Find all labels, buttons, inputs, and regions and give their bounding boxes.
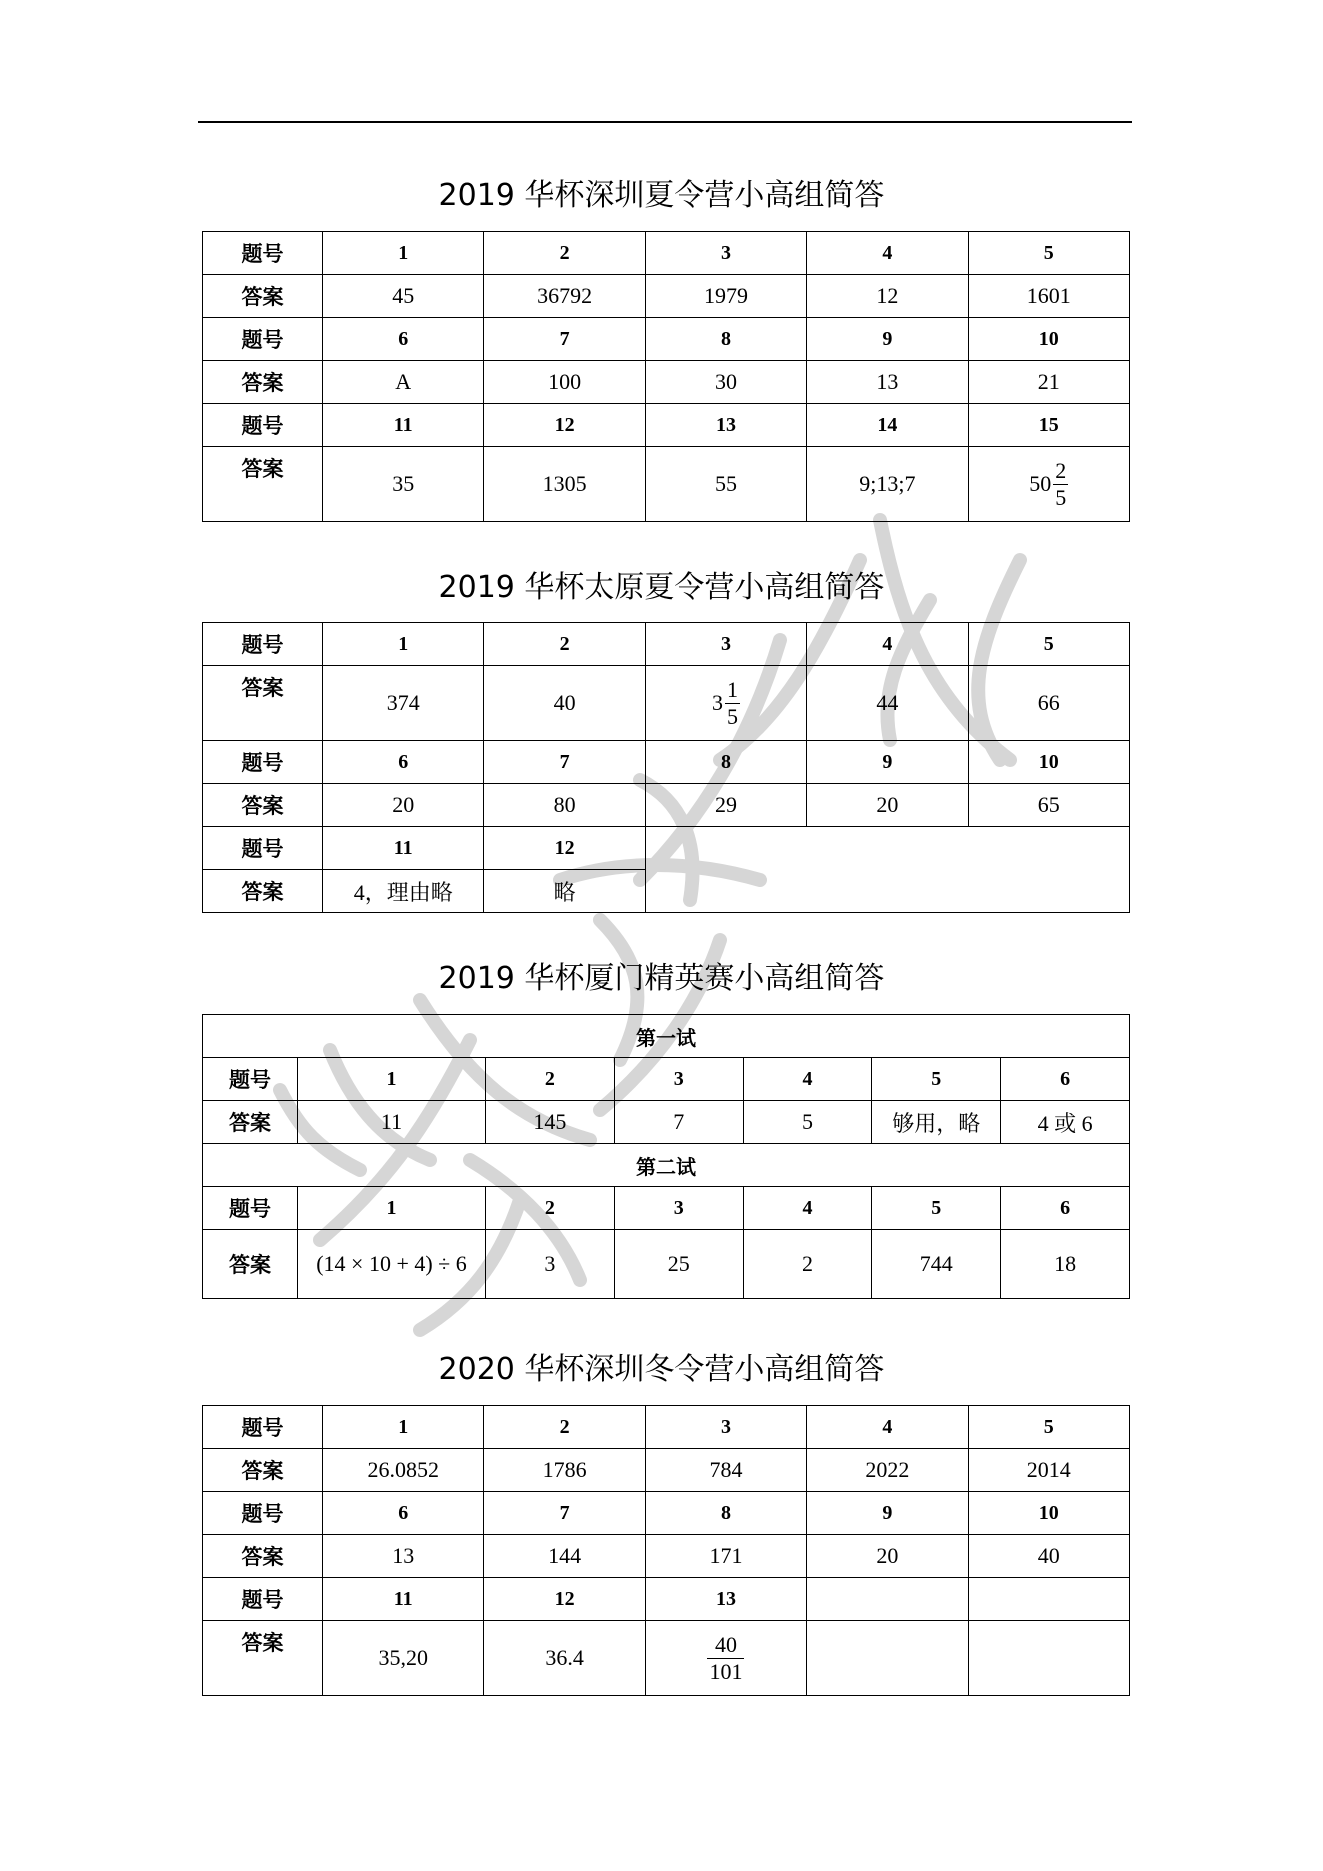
question-number: 7 [484,741,645,784]
answer-cell: 4 或 6 [1001,1101,1130,1144]
question-number: 4 [807,623,968,666]
answer-cell: 40 [968,1535,1129,1578]
question-row [203,1187,1130,1230]
fraction-denominator: 5 [1055,484,1067,510]
answer-cell: 44 [807,666,968,741]
answer-cell: 30 [645,361,806,404]
section-title: 2019 华杯厦门精英赛小高组简答 [438,961,885,996]
round-title: 第一试 [203,1015,1130,1058]
answer-row [203,275,1130,318]
row-label: 题号 [203,1492,323,1535]
question-number: 1 [323,623,484,666]
question-number: 6 [1001,1187,1130,1230]
answer-cell-fraction [645,1621,806,1696]
question-number: 12 [484,827,645,870]
row-label: 题号 [203,318,323,361]
answer-table [202,1405,1130,1696]
question-row [203,232,1130,275]
row-label: 题号 [203,1058,298,1101]
answer-cell: 略 [484,870,645,913]
answer-row [203,1101,1130,1144]
answer-cell: 3 [486,1230,615,1299]
question-number: 3 [645,623,806,666]
question-number: 12 [484,1578,645,1621]
question-number: 8 [645,741,806,784]
question-row [203,1578,1130,1621]
header-rule [198,121,1132,123]
fraction-whole: 3 [711,690,723,715]
fraction-numerator: 2 [1055,457,1067,483]
row-label: 答案 [203,1101,298,1144]
question-number: 10 [968,741,1129,784]
answer-row [203,784,1130,827]
answer-cell: 66 [968,666,1129,741]
question-number: 13 [645,404,806,447]
answer-cell: 35,20 [323,1621,484,1696]
empty-cell [807,1578,968,1621]
answer-cell: 13 [323,1535,484,1578]
answer-row [203,361,1130,404]
row-label: 答案 [203,361,323,404]
question-number: 4 [807,232,968,275]
fraction-denominator: 101 [709,1658,743,1684]
answer-cell: 够用，略 [872,1101,1001,1144]
question-number: 4 [743,1187,872,1230]
question-row [203,318,1130,361]
answer-cell: 20 [323,784,484,827]
question-number: 5 [872,1058,1001,1101]
question-number: 11 [323,404,484,447]
answer-row [203,1230,1130,1299]
answer-cell: 144 [484,1535,645,1578]
question-number: 10 [968,318,1129,361]
question-number: 3 [645,1406,806,1449]
answer-cell: 5 [743,1101,872,1144]
empty-cell [968,1621,1129,1696]
question-number: 13 [645,1578,806,1621]
answer-cell: 36792 [484,275,645,318]
question-number: 8 [645,318,806,361]
question-number: 4 [807,1406,968,1449]
row-label: 题号 [203,827,323,870]
row-label: 答案 [203,784,323,827]
empty-cell [807,1621,968,1696]
answer-cell: 20 [807,1535,968,1578]
question-number: 6 [323,741,484,784]
question-number: 9 [807,318,968,361]
answer-cell: 45 [323,275,484,318]
question-number: 4 [743,1058,872,1101]
answer-row [203,447,1130,522]
answer-cell: 145 [486,1101,615,1144]
section-title: 2019 华杯深圳夏令营小高组简答 [438,178,885,213]
question-number: 11 [323,1578,484,1621]
answer-cell: A [323,361,484,404]
answer-row [203,666,1130,741]
answer-cell: 11 [298,1101,486,1144]
answer-cell: 374 [323,666,484,741]
answer-cell: 2 [743,1230,872,1299]
question-number: 2 [484,1406,645,1449]
question-number: 1 [323,232,484,275]
answer-cell: 18 [1001,1230,1130,1299]
answer-row [203,1621,1130,1696]
section-title: 2020 华杯深圳冬令营小高组简答 [438,1352,885,1387]
question-number: 2 [484,623,645,666]
question-number: 2 [486,1187,615,1230]
row-label: 题号 [203,623,323,666]
empty-cell [645,827,1129,913]
answer-cell: 4，理由略 [323,870,484,913]
row-label: 答案 [203,275,323,318]
row-label: 答案 [203,1449,323,1492]
question-number: 2 [486,1058,615,1101]
answer-table [202,1014,1130,1299]
question-number: 6 [323,318,484,361]
question-number: 2 [484,232,645,275]
question-number: 6 [1001,1058,1130,1101]
question-number: 5 [968,232,1129,275]
answer-cell: 2014 [968,1449,1129,1492]
round-row [203,1144,1130,1187]
answer-cell: 55 [645,447,806,522]
row-label: 答案 [203,870,323,913]
row-label: 答案 [203,447,323,522]
row-label: 题号 [203,1187,298,1230]
answer-cell: 1979 [645,275,806,318]
row-label: 题号 [203,1578,323,1621]
answer-cell: 100 [484,361,645,404]
question-number: 9 [807,1492,968,1535]
answer-cell: 1786 [484,1449,645,1492]
question-number: 14 [807,404,968,447]
question-number: 12 [484,404,645,447]
answer-cell: 13 [807,361,968,404]
question-number: 15 [968,404,1129,447]
question-number: 3 [614,1058,743,1101]
answer-cell: 20 [807,784,968,827]
question-number: 5 [968,1406,1129,1449]
question-row [203,1406,1130,1449]
fraction-numerator: 1 [726,676,738,702]
answer-cell: 7 [614,1101,743,1144]
answer-row [203,1535,1130,1578]
round-title: 第二试 [203,1144,1130,1187]
answer-cell: 26.0852 [323,1449,484,1492]
question-number: 7 [484,1492,645,1535]
row-label: 题号 [203,741,323,784]
answer-cell: 36.4 [484,1621,645,1696]
question-number: 6 [323,1492,484,1535]
question-number: 3 [614,1187,743,1230]
row-label: 答案 [203,1621,323,1696]
answer-cell: 29 [645,784,806,827]
answer-cell: 25 [614,1230,743,1299]
question-row [203,1492,1130,1535]
question-number: 7 [484,318,645,361]
question-row [203,741,1130,784]
row-label: 答案 [203,1535,323,1578]
question-number: 11 [323,827,484,870]
question-row [203,827,1130,870]
fraction-numerator: 40 [707,1634,744,1659]
answer-table [202,622,1130,913]
answer-cell: 171 [645,1535,806,1578]
fraction-denominator: 5 [726,703,738,729]
question-number: 5 [968,623,1129,666]
answer-row [203,1449,1130,1492]
question-number: 1 [298,1058,486,1101]
row-label: 答案 [203,666,323,741]
question-number: 9 [807,741,968,784]
answer-cell: 744 [872,1230,1001,1299]
answer-cell: 12 [807,275,968,318]
question-number: 1 [298,1187,486,1230]
answer-cell: 21 [968,361,1129,404]
answer-cell: 1305 [484,447,645,522]
question-row [203,1058,1130,1101]
question-number: 8 [645,1492,806,1535]
question-number: 5 [872,1187,1001,1230]
answer-cell-fraction [968,447,1129,522]
answer-cell: 784 [645,1449,806,1492]
answer-cell-fraction [645,666,806,741]
section-title: 2019 华杯太原夏令营小高组简答 [438,570,885,605]
question-row [203,404,1130,447]
answer-cell: 1601 [968,275,1129,318]
question-number: 10 [968,1492,1129,1535]
round-row [203,1015,1130,1058]
row-label: 题号 [203,404,323,447]
row-label: 题号 [203,1406,323,1449]
answer-cell: 65 [968,784,1129,827]
empty-cell [968,1578,1129,1621]
answer-cell: 40 [484,666,645,741]
answer-cell: 80 [484,784,645,827]
row-label: 答案 [203,1230,298,1299]
answer-cell: 35 [323,447,484,522]
answer-cell: 9;13;7 [807,447,968,522]
question-row [203,623,1130,666]
row-label: 题号 [203,232,323,275]
question-number: 1 [323,1406,484,1449]
answer-cell: 2022 [807,1449,968,1492]
answer-cell-expression: (14 × 10 + 4) ÷ 6 [298,1230,486,1299]
answer-table [202,231,1130,522]
question-number: 3 [645,232,806,275]
fraction-whole: 50 [1029,471,1052,496]
